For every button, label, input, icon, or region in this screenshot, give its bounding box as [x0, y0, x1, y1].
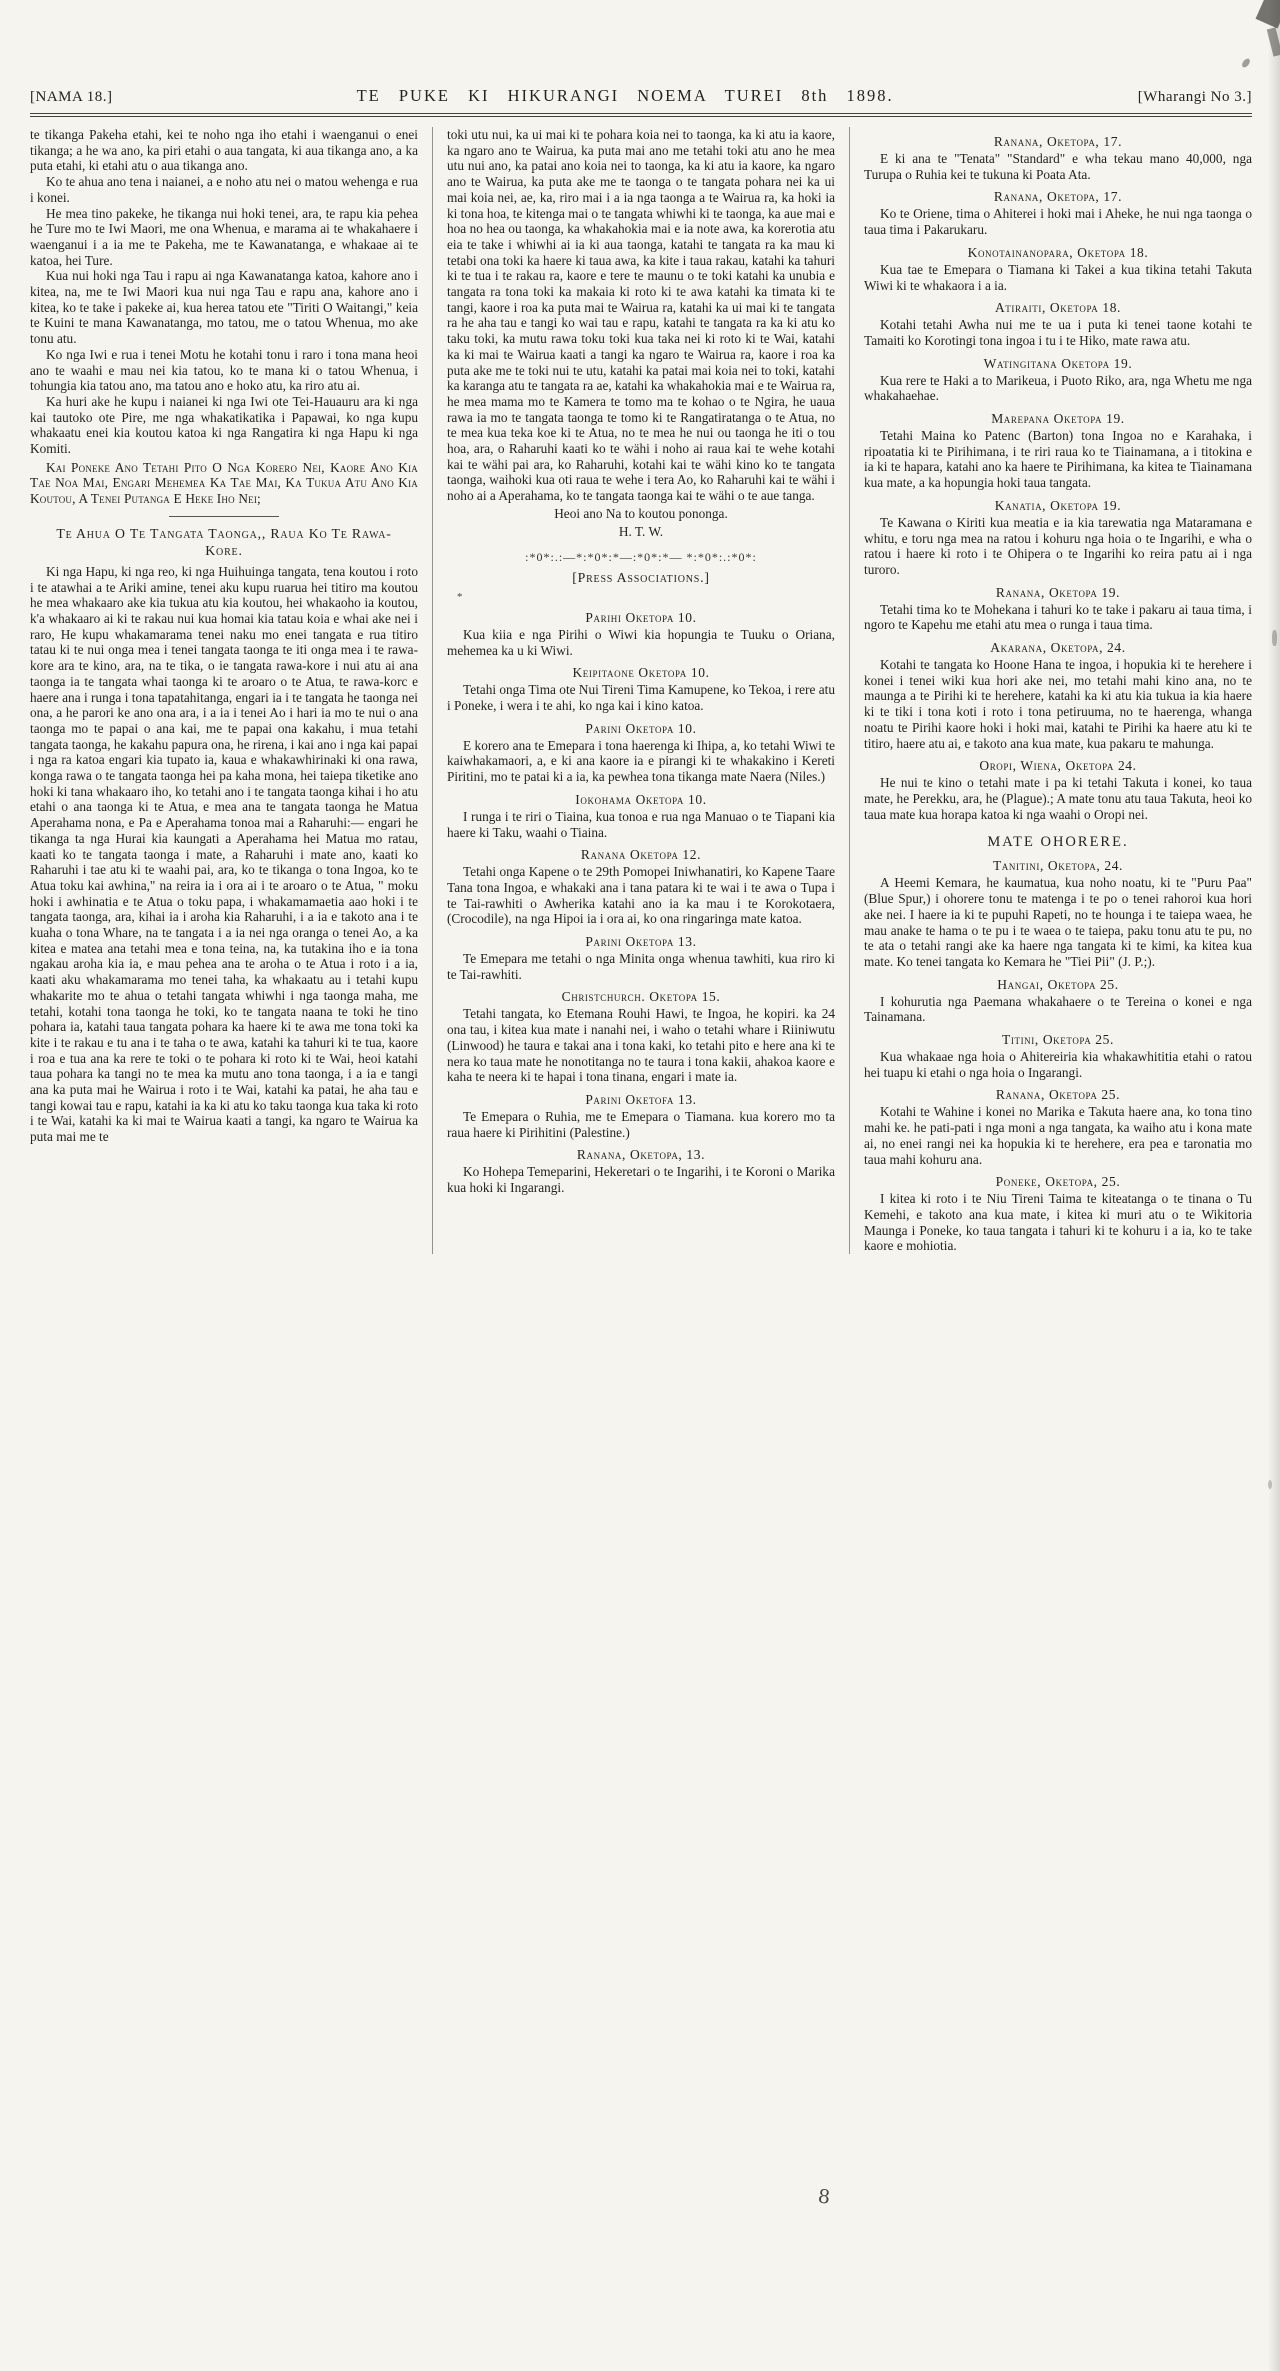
paragraph: Kotahi te Wahine i konei no Marika e Takuta haere ana, ko tona tino mahi ke. he pati-pati i nga moni a nga tangata, ka waiho atu i kona mate ai, no enei rangi nei ka hopukia ki te herehere, era pea e taronatia mo taua mahi kohuru ana.: [864, 1104, 1252, 1167]
dateline-heading: Ranana, Oketopa, 13.: [576, 1147, 706, 1163]
paragraph: E ki ana te "Tenata" "Standard" e wha tekau mano 40,000, nga Turupa o Ruhia kei te tukuna ki Poata Ata.: [864, 151, 1252, 182]
dateline-heading: Parini Oketopa 13.: [585, 934, 697, 950]
paragraph: Te Emepara me tetahi o nga Minita onga whenua tawhiti, kua riro ki te Tai-rawhiti.: [447, 951, 835, 982]
paragraph: E korero ana te Emepara i tona haerenga ki Ihipa, a, ko tetahi Wiwi te kaiwhakamaori, a, e ki ana kaore ia e pirangi ki te whakakino i Kereti Piritini, mo te patai ki a ia, ka pewhea tona tikanga mate Naera (Niles.): [447, 737, 835, 785]
dateline-heading: Ranana Oketopa 12.: [580, 847, 702, 863]
paragraph: Kua whakaae nga hoia o Ahitereiria kia whakawhititia etahi o ratou hei tuapu ki etahi o nga hoia o Ingarangi.: [864, 1049, 1252, 1080]
column-3: [849, 127, 1252, 1254]
dateline-heading: Parihi Oketopa 10.: [585, 609, 697, 625]
paragraph: He mea tino pakeke, he tikanga nui hoki tenei, ara, te rapu kia pehea he Ture mo te Iwi Maori, me ona Whenua, e marama ai te whakahaere i waenganui i a ia me te Pakeha, me te Kawanatanga, e whakaae ai te katoa, hei Ture.: [30, 205, 418, 268]
dateline-heading: Kanatia, Oketopa 19.: [994, 497, 1122, 513]
paragraph: Kua tae te Emepara o Tiamana ki Takei a kua tikina tetahi Takuta Wiwi ki te whakaora i a ia.: [864, 261, 1252, 293]
paragraph: Kua nui hoki nga Tau i rapu ai nga Kawanatanga katoa, kahore ano i kitea, na, me te Iwi Maori kua nui nga Tau e rapu ana, kahore ano i kitea, ko te take i pakeke ai, kua herea tatou ete "Tiriti O Waitangi," keia te Kuini te mana Kawanatanga, mo tatou, me o tatou Whenua, mo ake tonu atu.: [30, 268, 418, 347]
paragraph: Tetahi onga Kapene o te 29th Pomopei Iniwhanatiri, ko Kapene Taare Tana tona Ingoa, e whakaki ana i tana patara ki te wai i te awa o Tupa i te Tai-rawhiti o Awherika katahi ano ia ka mau i te Korokotaera, (Crocodile), na nga Hipoi ia i ora ai, ko ona ringaringa mate katoa.: [447, 864, 835, 927]
dateline-heading: Parini Oketopa 10.: [585, 720, 697, 736]
paragraph: I kitea ki roto i te Niu Tireni Taima te kiteatanga o te tinana o Tu Kemehi, e takoto ana kua mate, i kitea ki muri atu o te Wikitoria Maunga i Poneke, ko taua tangata i tahuri ki te kohuru i a ia, ko te take kaore e mohiotia.: [864, 1191, 1252, 1254]
scan-artifact: [1268, 1480, 1272, 1489]
dateline-heading: Keipitaone Oketopa 10.: [572, 665, 710, 681]
dateline-heading: Ranana, Oketopa, 17.: [993, 189, 1123, 205]
divider-rule: [169, 516, 279, 517]
column-1: [30, 127, 418, 1254]
ornament-mark: *: [457, 590, 463, 603]
paragraph: Tetahi Maina ko Patenc (Barton) tona Ingoa no e Karahaka, i ripoatatia ki te Pirihimana, i te riri raua ko te Tiainamana, a i titokina e ia ki te hapara, katahi ano ka haere te Pirihimana, ka kitea te Tiainamana kua mate, a ka hopungia hoki taua tangata.: [864, 428, 1252, 491]
notice-paragraph: Kai Poneke Ano Tetahi Pito O Nga Korero Nei, Kaore Ano Kia Tae Noa Mai, Engari Mehemea Ka Tae Mai, Ka Tukua Atu Ano Kia Koutou, A Tenei Putanga E Heke Iho Nei;: [30, 459, 418, 507]
paragraph: A Heemi Kemara, he kaumatua, kua noho noatu, ki te "Puru Paa" (Blue Spur,) i ohorere tonu te matenga i te po o tenei rahoroi kua hori ake nei. I haere ia ki te pupuhi Rapeti, no te hounga i te taiepa waea, he mau anake te hama o te pu i te waea o te taiepa, paku tonu atu te pu, no te ata o tetahi rangi ake ka haere nga tangata ki te kimi, ka kitea kua mate. Ko tenei tangata ko Kemara he "Tiei Pii" (J. P.;).: [864, 875, 1252, 969]
dateline-heading: Iokohama Oketopa 10.: [575, 791, 707, 807]
paragraph: Te Kawana o Kiriti kua meatia e ia kia tarewatia nga Mataramana e whitu, e toru nga mea na ratou i kohuru nga hoia o te Ingarihi, e wha o ratou i haere ki roto i te Ohipera o te Ingarihi ko reira patu ai i nga turoro.: [864, 514, 1252, 577]
masthead-rule: [30, 113, 1252, 117]
dateline-heading: Ranana, Oketopa, 17.: [993, 134, 1123, 149]
page-number-mark: 8: [816, 2185, 832, 2209]
dateline-heading: Atiraiti, Oketopa 18.: [994, 300, 1122, 316]
paragraph-continuation: te tikanga Pakeha etahi, kei te noho nga iho etahi i waenganui o enei tikanga; a he wa ano, ka piri etahi o aua tangata, ki aua tikanga ano, a ka puta etahi, ki etahi atu o aua tikanga ano.: [30, 127, 418, 174]
paragraph: Ko Hohepa Temeparini, Hekeretari o te Ingarihi, i te Koroni o Marika kua hoki ki Ingarangi.: [447, 1164, 835, 1196]
masthead-issue-number: [NAMA 18.]: [30, 89, 113, 105]
paragraph: Tetahi onga Tima ote Nui Tireni Tima Kamupene, ko Tekoa, i rere atu i Poneke, i wera i te ahi, ko nga kai i kino katoa.: [447, 682, 835, 713]
column-2: [432, 127, 835, 1254]
paragraph: I kohurutia nga Paemana whakahaere o te Tereina o konei e nga Tainamana.: [864, 993, 1252, 1025]
paragraph: Ka huri ake he kupu i naianei ki nga Iwi ote Tei-Hauauru ara ki nga kai tautoko ote Pire, me nga whakatikatika i Papawai, ko nga kupu whakaatu enei kia koutou katoa ki nga Rangatira ki nga Hapu ki nga Komiti.: [30, 393, 418, 457]
masthead-page-number: [Wharangi No 3.]: [1137, 89, 1252, 105]
article-heading: Te Ahua O Te Tangata Taonga,, Raua Ko Te Rawa-Kore.: [56, 525, 392, 558]
paragraph: I runga i te riri o Tiaina, kua tonoa e rua nga Manuao o te Tiapani kia haere ki Taku, waahi o Tiaina.: [447, 808, 835, 840]
paragraph: Ko te Oriene, tima o Ahiterei i hoki mai i Aheke, he nui nga taonga o taua tima i Pakarukaru.: [864, 206, 1252, 238]
dateline-heading: Oropi, Wiena, Oketopa 24.: [979, 758, 1137, 774]
signature-line: H. T. W.: [618, 523, 664, 539]
dateline-heading: Parini Oketofa 13.: [585, 1091, 697, 1107]
dateline-heading: Ranana, Oketopa 19.: [995, 584, 1121, 600]
columns: [30, 127, 1252, 1254]
ornament-divider: :*0*:.:—*:*0*:*—:*0*:*— *:*0*:.:*0*:: [525, 549, 757, 564]
dateline-heading: Akarana, Oketopa, 24.: [990, 640, 1126, 656]
dateline-heading: Poneke, Oketopa, 25.: [995, 1174, 1121, 1190]
paragraph: He nui te kino o tetahi mate i pa ki tetahi Takuta i konei, ko taua mate, he Perekku, ara, he (Plague).; A mate tonu atu taua Takuta, heoi ko taua mate kua horapa katoa ki nga waahi o Oropi nei.: [864, 775, 1252, 822]
dateline-heading: Christchurch. Oketopa 15.: [561, 989, 721, 1005]
paragraph: Ko te ahua ano tena i naianei, a e noho atu nei o matou wehenga e rua i konei.: [30, 174, 418, 205]
paragraph: Ki nga Hapu, ki nga reo, ki nga Huihuinga tangata, tena koutou i roto i te atawhai a te Ariki amine, tenei aku kupu ruarua hei titiro ma koutou he mea whakaaro ake kia tukua atu kia koutou, hei whakaoho ia koutou, k'a whakaaro ai ki te rakau nui kua homai kia tatau koia e whai ake nei i raro, He kupu whakamarama tenei naku mo enei tangata e rua titiro tatau ki te nui onga mea i tenei tangata taonga te iti onga mea i te rawa-kore ara te kino, ara, na te tika, o ie tangata rawa-kore i nui atu ai ana taonga ia te tangata whai taonga ki te aroaro o te Atua, te rawa-korc e haere ana i runga i tona tapatahitanga, engari ia i te tangata he taonga nei ona, a he parori ke ano ona ara, i a ia i tenei Ao i hari ia mo te nui o ana taonga mo te papai o ana kai, me te papai ona kakahu, i mua tetahi tangata taonga, he kakahu papura ona, he rirena, i kai ano i nga kai papai i nga ra katoa engari kia tupato ia, kaua e whakawhirinaki ki ona rawa, konga rawa o te tangata taonga hei pa kaha mona, hei taiepa tiketike ano hoki ki tana whakaaro iho, ko tetahi ano i te tangata taonga kihai i ho atu etahi o ana taonga ki te Atua, e mea ana te tangata taonga he Matua Aperahama nona, e Pa e Aperahama tonoa mai a Raharuhi:— engari he tikanga ta nga Hurai kia kaungati a Aperahama hei Matua mo ratau, kaati ko te tangata taonga i mate, a Raharuhi i mate ano, kaati ko Raharuhi i tae atu ki te waahi pai, ara, ko te tikanga o tona Ingoa, ko te Atua toku kai awhina," na reira ia i ora ai i te aroaro o te Atua, " moku hoki i awhinatia e te Atua o toku papa, i whakamamaetia aao hoki i te tangata taonga, ara, kihai ia i aroha kia Raharuhi, i a ia e takoto ana i te kuaha o tona Whare, na te tangata i a ia nei nga oranga o tenei Ao, a ka kitea e matea ana tetahi mea e tona teina, na, ka tutakina iho e ia tona ngakau aroha kia ia, e mau pehea ana te aroha o te Atua i roto i a ia, kaati aku whakamarama mo tenei taha, ka whakaatu au i tetahi kupu whakarite mo te ahua o tetahi tangata whiwhi i nga taonga maha, me tetahi, kotahi tona taonga he toki, ko te tangata naana te toki he tino pohara ia, katahi taua tangata pohara ka haere ki te awa me tona toki ka kite i te rakau e tu ana i te taha o te awa, katahi ka tahuri ki te tua, kaore i roa e tua ana ka rere te toki o te pohara ki roto ki te Wai, heoi katahi taua pohara ka tangi no te mea ka mutu ano tona taonga, i a ia e tangi ana ka puta mai he Wairua i roto i te Wai, katahi ka patai, he aha tau e tangi kowai tau e rapu, katahi ia ka ki atu ko taku taonga kua taka ki roto i te Wai, katahi ka ki mai te Wairua kaati a tangi, ka ngaro te Wairua ka puta mai me te: [30, 563, 418, 1145]
dateline-heading: Watingitana Oketopa 19.: [983, 355, 1133, 371]
paragraph: Tetahi tangata, ko Etemana Rouhi Hawi, te Ingoa, he kopiri. ka 24 ona tau, i kitea kua mate i nanahi nei, i waho o tetahi whare i Riiniwutu (Linwood) he taura e takai ana i tona kaki, ko tetahi pito e here ana ki te nera ko taua mate he nonotitanga no te taura i tona kakii, ahakoa kaore e kaha te neera ki te hapai i tona tinana, engari i mate ia.: [447, 1006, 835, 1085]
masthead-title: TE PUKE KI HIKURANGI NOEMA TUREI 8th 1898.: [356, 86, 894, 105]
paragraph: Kua rere te Haki a to Marikeua, i Puoto Riko, ara, nga Whetu me nga whakahaehae.: [864, 372, 1252, 404]
paragraph: Kua kiia e nga Pirihi o Wiwi kia hopungia te Tuuku o Oriana, mehemea ka u ki Wiwi.: [447, 626, 835, 658]
scan-artifact: [1272, 630, 1277, 646]
dateline-heading: Titini, Oketopa 25.: [1002, 1032, 1114, 1048]
dateline-heading: Tanitini, Oketopa, 24.: [992, 858, 1124, 874]
dateline-heading: Hangai, Oketopa 25.: [997, 976, 1119, 992]
paragraph: Ko nga Iwi e rua i tenei Motu he kotahi tonu i raro i tona mana heoi ano te waahi e mau nei kia tatou, ko te mana ki o tatou Whenua, i tohungia kia tatou ano, ma tatou ano e hoko atu, ka riro atu ai.: [30, 346, 418, 394]
paragraph-continuation: toki utu nui, ka ui mai ki te pohara koia nei to taonga, ka ki atu ia kaore, ka ngaro ano te Wairua, ka puta mai ano me tetahi toki atu ano he mea utu nui ano, ka patai ano koia nei to taonga, ka ki atu ia kaore, ka ngaro ano te Wairua, ka puta ake me te taonga o te tangata pohara nei ka ui mai koia nei, ae, ka, riro mai i a ia nga taonga a te Wairua ra, ka hoki ia ki tona hoa, te kitenga mai o te tangata whiwhi ki te taonga, ka aue mai e hoa no hea ou taonga, ka whakahokia mai e ia note awa, ka korerotia atu eia te take i whiwhi ai ia ki aua taonga, katahi te tangata ra ka mau ki tetabi ona toki ka haere ki taua awa, ka kite i taua rakau, katahi ka tahuri ki te tua i te rakau ra, kaore e tere te maunu o te toki katahi ka unubia e tangata ra tona toki ka makaia ki roto ki te awa katahi ka timata ki te tangi, kaore i roa ka puta mai te Wairua ra, katahi ka ui mai ki te tangata ra he aha tau e tangi ko wai tau e rapu, katahi te tangata ra ka ki atu ko taku toki, ka mutu rawa toku toki kua taka nei ki roto ki te Wai, katahi ka ki mai te Wairua kaati a tangi ka ngaro te Wairua ra, kaore i roa ka puta ake me te toki nui te utu, katahi ka patai mai koia nei to toki, katahi ka karanga atu te tangata ra ae, katahi ka whakahokia mai e te Wairua ra, he mea mama mo te Kamera te tomo ma te kohao o te Ngira, he uaua rawa ia mo te tangata taonga te tomo ki te Rangatiratanga o te Atua, no te mea kua teka koe ki te Atua, no te mea he nui ou taonga he iti o tou hoa, ara, o Raharuhi kaati ko te wähi i noho ai raua kai te wehe kotahi kai te wähi pai ara, ko Raharuhi, kotahi kai te wähi kino ko te tangata taonga, waihoki kua oti raua te wehe i tera Ao, ko Raharuhi kai te wähi i noho ai a Aperahama, ko te tangata taonga kai te wähi o te aue tanga.: [447, 127, 835, 504]
section-title: MATE OHORERE.: [987, 834, 1129, 851]
dateline-heading: Ranana, Oketopa 25.: [995, 1087, 1121, 1103]
paragraph: Kotahi tetahi Awha nui me te ua i puta ki tenei taone kotahi te Tamaiti ko Korotingi tona ingoa i tu i te Hiko, mate rawa atu.: [864, 317, 1252, 348]
dateline-heading: Konotainanopara, Oketopa 18.: [967, 244, 1149, 260]
paragraph: Tetahi tima ko te Mohekana i tahuri ko te take i pakaru ai taua tima, i ngoro te Kapehu me etahi atu mea o runga i taua tima.: [864, 601, 1252, 633]
masthead: [30, 86, 1252, 106]
paragraph: Te Emepara o Ruhia, me te Emepara o Tiamana. kua korero mo ta raua haere ki Pirihitini (Palestine.): [447, 1108, 835, 1140]
article-heading: [Press Associations.]: [572, 569, 710, 585]
dateline-heading: Marepana Oketopa 19.: [991, 411, 1125, 427]
paragraph: Kotahi te tangata ko Hoone Hana te ingoa, i hopukia ki te herehere i konei i tenei wiki kua hori ake nei, mo tetahi mahi kino ana, no te maunga a te Pirihi ki te herehere, katahi ka ki atu kia tukua ia kia haere ki te tiki i tona koti i roto i tona petiruuma, no te haerenga, whanga noatu te Pirihi kaore hoki i hoki mai, katahi te Pirihi ka haere atu ki te titiro, haere atu ai, e takoto ana kua mate, kua pakaru te mahunga.: [864, 657, 1252, 751]
signature-line: Heoi ano Na to koutou pononga.: [554, 505, 728, 521]
